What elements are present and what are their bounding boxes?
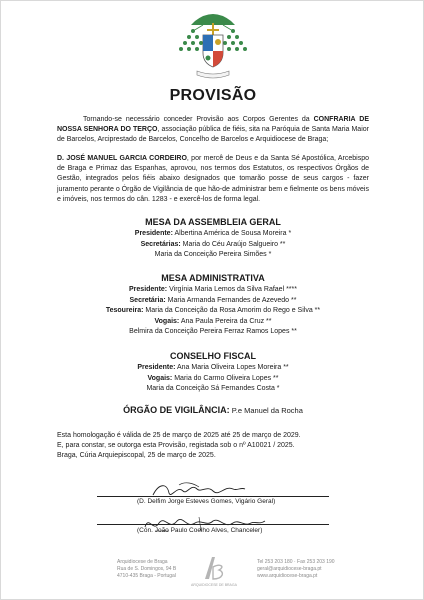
footer-line: www.arquidiocese-braga.pt [257, 572, 318, 579]
section-heading: CONSELHO FISCAL [169, 351, 256, 361]
registration-line: E, para constar, se outorga esta Provisão, registada sob o nº A10021 / 2025. [57, 442, 295, 450]
footer-line: Tel 253 203 180 · Fax 253 203 190 [257, 559, 335, 565]
validity-line: Esta homologação é válida de 25 de março de 2025 até 25 de março de 2029. [57, 432, 301, 439]
member-row [1, 384, 424, 395]
intro-paragraph [57, 115, 369, 146]
role-label: Vogais: [147, 374, 173, 382]
intro-text-cont: , associação pública de fiéis, sita na Paróquia de Santa Maria Maior de Barcelos, Arciprestado de Barcelos, Concelho de Barcelos e Arquidiocese de Braga; [57, 126, 369, 144]
signature-caption-vicar: (D. Delfim Jorge Esteves Gomes, Vigário Geral) [137, 498, 276, 505]
footer [1, 549, 424, 593]
member-name: Maria do Céu Araújo Salgueiro ** [182, 240, 286, 248]
section-heading: MESA ADMINISTRATIVA [161, 273, 265, 283]
signature-caption-chancellor: (Cón. João Paulo Coelho Alves, Chanceler) [137, 527, 263, 534]
confraternity-name: CONFRARIA DE NOSSA SENHORA DO TERÇO [57, 116, 369, 134]
closing-block [57, 431, 369, 462]
logo-caption: ARQUIDIOCESE DE BRAGA [191, 583, 237, 587]
role-label: Secretárias: [140, 240, 181, 248]
archdiocese-logo-icon [199, 553, 229, 583]
member-name: Belmira da Conceição Pereira Ferraz Ramos Lopes ** [129, 328, 297, 335]
section-heading: MESA DA ASSEMBLEIA GERAL [145, 217, 281, 227]
role-label: Presidente: [129, 286, 168, 293]
member-row [1, 374, 424, 385]
member-name: Maria da Conceição da Rosa Amorim do Rego e Silva ** [145, 307, 321, 314]
footer-line: 4710-435 Braga - Portugal [117, 572, 176, 579]
member-name: Ana Maria Oliveira Lopes Moreira ** [177, 364, 289, 371]
role-label: Tesoureira: [105, 307, 144, 314]
member-row [1, 306, 424, 317]
intro-text: Tornando-se necessário conceder Provisão aos Corpos Gerentes da [83, 116, 314, 123]
administrativa-section [1, 273, 424, 338]
member-row [1, 317, 424, 328]
footer-line: Arquidiocese de Braga [117, 559, 168, 565]
member-name: Maria Armanda Fernandes de Azevedo ** [167, 296, 297, 304]
decree-text: , por mercê de Deus e da Santa Sé Apostólica, Arcebispo de Braga e Primaz das Espanhas, aprovou, nos termos dos Estatutos, os respectivos Órgãos de Gestão, integrados pelos fiéis abaixo designados que tomarão posse de seus cargos - fazer juramento perante o Órgão de Vigilância de que hão-de administrar bem e fielmente os bens móveis e imóveis, nos termos do cân. 1283 - e exercê-los de forma legal. [57, 155, 369, 203]
member-name: Virgínia Maria Lemos da Silva Rafael **** [169, 286, 297, 293]
vigilancia-label: ÓRGÃO DE VIGILÂNCIA: [123, 405, 230, 415]
page-title: PROVISÃO [169, 87, 257, 104]
footer-contacts [257, 559, 335, 579]
vigilancia-name: P.e Manuel da Rocha [231, 406, 303, 415]
member-name: Maria da Conceição Sá Fernandes Costa * [146, 385, 280, 392]
member-row [1, 240, 424, 251]
role-label: Secretária: [129, 296, 166, 304]
member-name: Ana Paula Pereira da Cruz ** [180, 317, 272, 325]
place-date-line: Braga, Cúria Arquiepiscopal, 25 de março de 2025. [57, 452, 216, 460]
vigilancia-line [1, 405, 424, 415]
fiscal-section [1, 351, 424, 395]
member-row [1, 285, 424, 296]
member-name: Maria do Carmo Oliveira Lopes ** [174, 374, 279, 382]
archbishop-name: D. JOSÉ MANUEL GARCIA CORDEIRO [57, 155, 187, 162]
member-row [1, 250, 424, 261]
member-row [1, 296, 424, 307]
coat-of-arms-icon [173, 9, 253, 85]
footer-line: geral@arquidiocese-braga.pt [257, 565, 322, 572]
role-label: Presidente: [134, 230, 173, 237]
assembleia-section [1, 217, 424, 261]
role-label: Presidente: [137, 364, 176, 371]
member-row [1, 229, 424, 240]
signature-line [97, 496, 329, 497]
role-label: Vogais: [154, 317, 180, 325]
member-row [1, 363, 424, 374]
member-row [1, 327, 424, 338]
footer-address [117, 559, 176, 579]
member-name: Maria da Conceição Pereira Simões * [154, 251, 272, 258]
signature-line [97, 524, 329, 525]
decree-paragraph [57, 154, 369, 205]
footer-line: Rua de S. Domingos, 94 B [117, 565, 177, 572]
member-name: Albertina América de Sousa Moreira * [174, 230, 292, 237]
